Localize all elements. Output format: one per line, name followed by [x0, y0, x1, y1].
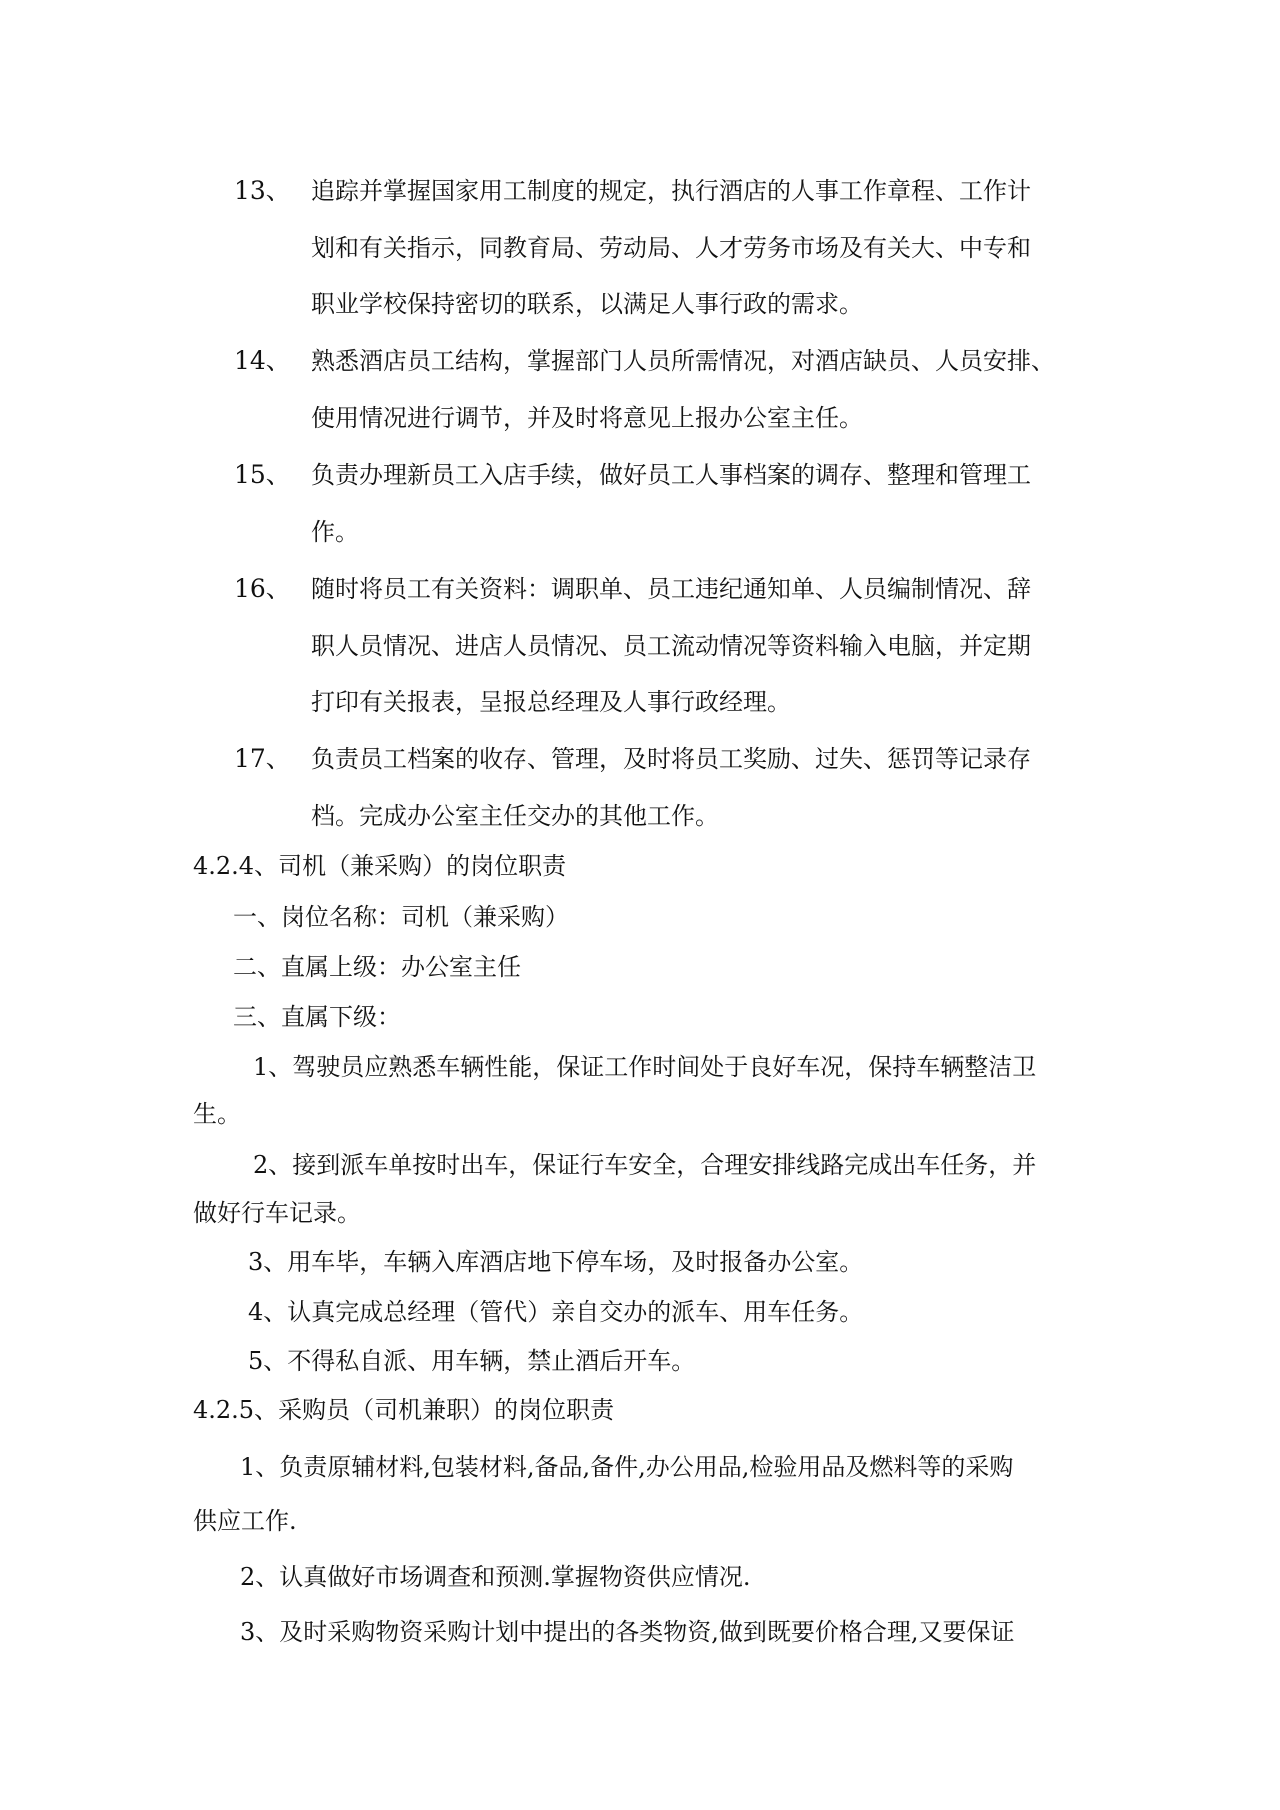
- item-number: 14、: [234, 346, 291, 375]
- duty-line: 3、及时采购物资采购计划中提出的各类物资,做到既要价格合理,又要保证: [240, 1618, 1015, 1646]
- item-line: 职人员情况、进店人员情况、员工流动情况等资料输入电脑，并定期: [311, 632, 1031, 660]
- duty-line: 做好行车记录。: [193, 1199, 361, 1227]
- item-number: 13、: [234, 176, 291, 205]
- item-line: 熟悉酒店员工结构，掌握部门人员所需情况，对酒店缺员、人员安排、: [311, 347, 1055, 375]
- section-heading: 4.2.5、采购员（司机兼职）的岗位职责: [193, 1396, 615, 1424]
- duty-line: 供应工作.: [193, 1507, 297, 1535]
- item-line: 随时将员工有关资料：调职单、员工违纪通知单、人员编制情况、辞: [311, 575, 1031, 603]
- direct-subordinate: 三、直属下级：: [233, 1003, 401, 1031]
- section-heading: 4.2.4、司机（兼采购）的岗位职责: [193, 852, 567, 880]
- item-line: 使用情况进行调节，并及时将意见上报办公室主任。: [311, 404, 863, 432]
- duty-line: 4、认真完成总经理（管代）亲自交办的派车、用车任务。: [248, 1298, 864, 1326]
- item-line: 追踪并掌握国家用工制度的规定，执行酒店的人事工作章程、工作计: [311, 177, 1031, 205]
- duty-line: 5、不得私自派、用车辆，禁止酒后开车。: [248, 1347, 696, 1375]
- duty-line: 2、认真做好市场调查和预测.掌握物资供应情况.: [240, 1563, 751, 1591]
- direct-superior: 二、直属上级：办公室主任: [233, 953, 521, 981]
- item-line: 档。完成办公室主任交办的其他工作。: [311, 802, 719, 830]
- post-name: 一、岗位名称：司机（兼采购）: [233, 903, 569, 931]
- duty-line: 1、负责原辅材料,包装材料,备品,备件,办公用品,检验用品及燃料等的采购: [240, 1453, 1014, 1481]
- duty-line: 2、接到派车单按时出车，保证行车安全，合理安排线路完成出车任务，并: [253, 1151, 1037, 1179]
- item-line: 负责员工档案的收存、管理，及时将员工奖励、过失、惩罚等记录存: [311, 745, 1031, 773]
- item-line: 负责办理新员工入店手续，做好员工人事档案的调存、整理和管理工: [311, 461, 1031, 489]
- item-number: 17、: [234, 744, 291, 773]
- duty-line: 生。: [193, 1100, 241, 1128]
- item-line: 打印有关报表，呈报总经理及人事行政经理。: [311, 688, 791, 716]
- duty-line: 3、用车毕，车辆入库酒店地下停车场，及时报备办公室。: [248, 1248, 864, 1276]
- item-line: 划和有关指示，同教育局、劳动局、人才劳务市场及有关大、中专和: [311, 234, 1031, 262]
- item-line: 职业学校保持密切的联系，以满足人事行政的需求。: [311, 290, 863, 318]
- item-number: 15、: [234, 460, 291, 489]
- item-number: 16、: [234, 574, 291, 603]
- duty-line: 1、驾驶员应熟悉车辆性能，保证工作时间处于良好车况，保持车辆整洁卫: [253, 1053, 1037, 1081]
- item-line: 作。: [311, 518, 359, 546]
